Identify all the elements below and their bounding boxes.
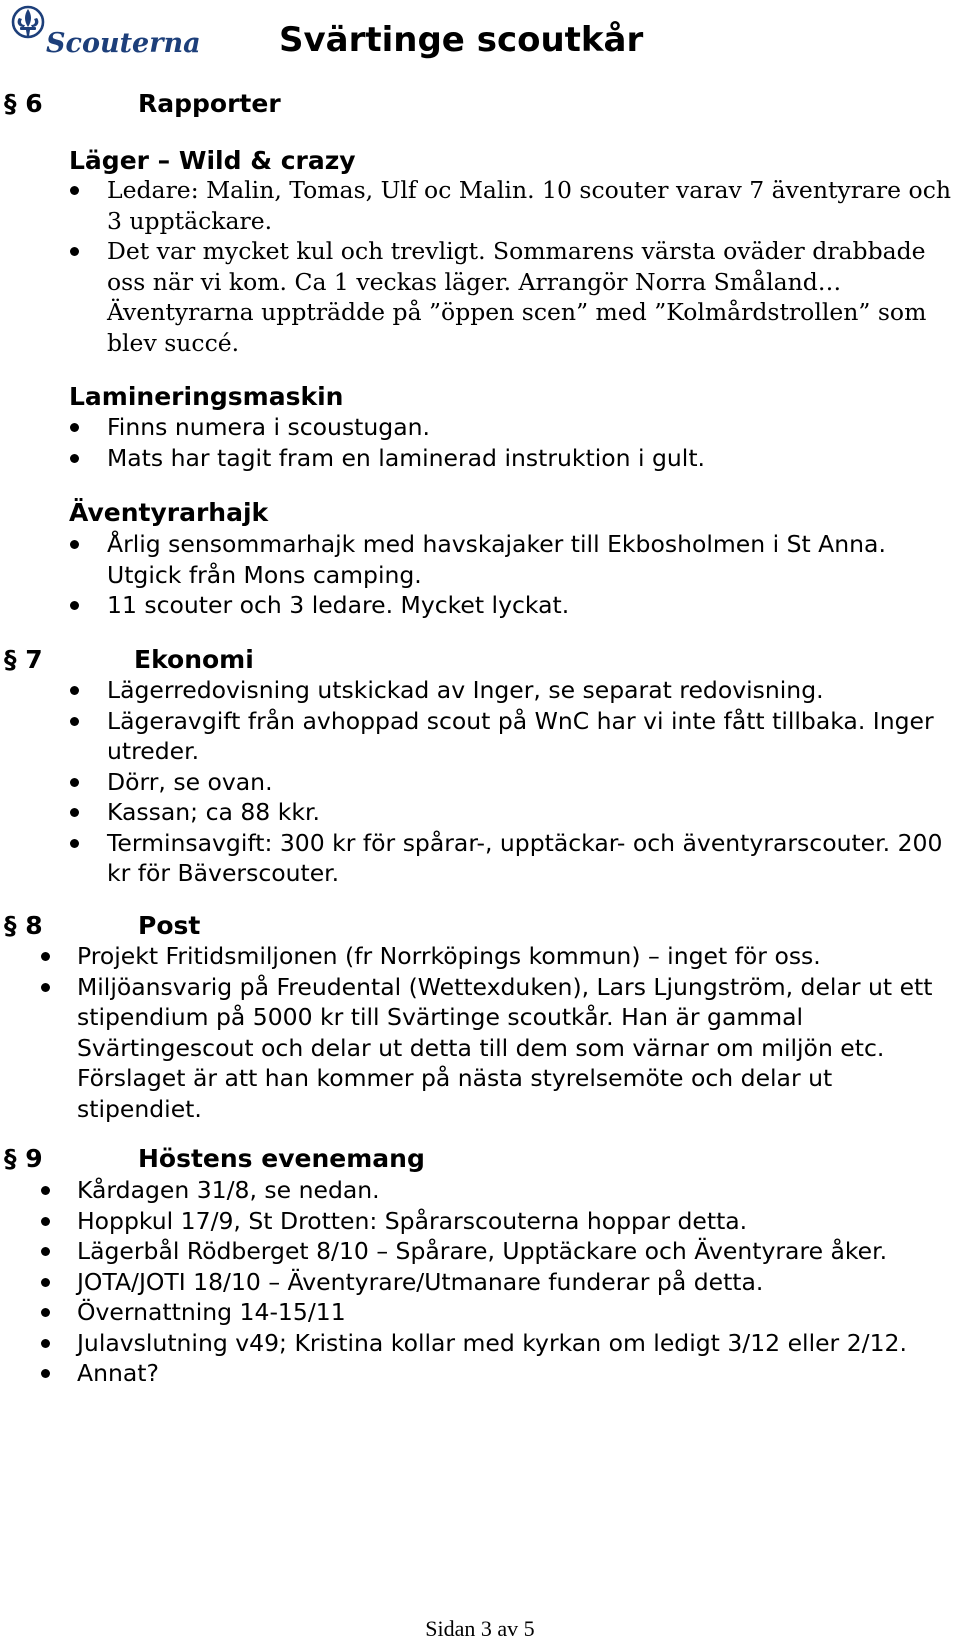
- list-item: Annat?: [77, 1358, 957, 1389]
- section-number: § 7: [4, 645, 43, 674]
- list-item: Övernattning 14-15/11: [77, 1297, 957, 1328]
- list-item: Finns numera i scoustugan.: [107, 412, 957, 443]
- section-number: § 9: [4, 1144, 43, 1173]
- section-title: Ekonomi: [134, 645, 254, 674]
- list-item: Mats har tagit fram en laminerad instruktion i gult.: [107, 443, 957, 474]
- bullet-list: [77, 941, 957, 1124]
- list-item: Kårdagen 31/8, se nedan.: [77, 1175, 957, 1206]
- list-item: Lägeravgift från avhoppad scout på WnC har vi inte fått tillbaka. Inger utreder.: [107, 706, 957, 767]
- scouterna-logo: [8, 4, 201, 62]
- list-item: Terminsavgift: 300 kr för spårar-, upptäckar- och äventyrarscouter. 200 kr för Bäverscouter.: [107, 828, 957, 889]
- list-item: Det var mycket kul och trevligt. Sommarens värsta oväder drabbade oss när vi kom. Ca 1 veckas läger. Arrangör Norra Småland… Äventyrarna uppträdde på ”öppen scen” med ”Kolmårdstrollen” som blev succé.: [107, 236, 957, 358]
- list-item: Miljöansvarig på Freudental (Wettexduken), Lars Ljungström, delar ut ett stipendium på 5000 kr till Svärtinge scoutkår. Han är gammal Svärtingescout och delar ut detta till dem som värnar om miljön etc. Förslaget är att han kommer på nästa styrelsemöte och delar ut stipendiet.: [77, 972, 957, 1125]
- section-number: § 6: [4, 89, 43, 118]
- bullet-list: [107, 412, 957, 473]
- bullet-list: [107, 175, 957, 358]
- section-title: Höstens evenemang: [138, 1144, 425, 1173]
- section-title: Rapporter: [138, 89, 281, 118]
- organization-title: Svärtinge scoutkår: [279, 20, 644, 60]
- list-item: Dörr, se ovan.: [107, 767, 957, 798]
- logo-wordmark: Scouterna: [46, 28, 201, 59]
- subsection-title: Lamineringsmaskin: [69, 382, 344, 411]
- subsection-title: Läger – Wild & crazy: [69, 146, 356, 175]
- section-title: Post: [138, 911, 201, 940]
- bullet-list: [107, 529, 957, 621]
- list-item: Ledare: Malin, Tomas, Ulf oc Malin. 10 scouter varav 7 äventyrare och 3 upptäckare.: [107, 175, 957, 236]
- list-item: Hoppkul 17/9, St Drotten: Spårarscouterna hoppar detta.: [77, 1206, 957, 1237]
- page-number: Sidan 3 av 5: [425, 1616, 535, 1641]
- list-item: Projekt Fritidsmiljonen (fr Norrköpings kommun) – inget för oss.: [77, 941, 957, 972]
- section-number: § 8: [4, 911, 43, 940]
- bullet-list: [107, 675, 957, 889]
- subsection-title: Äventyrarhajk: [69, 498, 269, 527]
- list-item: Kassan; ca 88 kkr.: [107, 797, 957, 828]
- fleur-de-lis-icon: [10, 4, 46, 46]
- list-item: Julavslutning v49; Kristina kollar med kyrkan om ledigt 3/12 eller 2/12.: [77, 1328, 957, 1359]
- list-item: Lägerbål Rödberget 8/10 – Spårare, Upptäckare och Äventyrare åker.: [77, 1236, 957, 1267]
- list-item: Årlig sensommarhajk med havskajaker till Ekbosholmen i St Anna. Utgick från Mons camping.: [107, 529, 957, 590]
- list-item: Lägerredovisning utskickad av Inger, se separat redovisning.: [107, 675, 957, 706]
- bullet-list: [77, 1175, 957, 1389]
- list-item: JOTA/JOTI 18/10 – Äventyrare/Utmanare funderar på detta.: [77, 1267, 957, 1298]
- list-item: 11 scouter och 3 ledare. Mycket lyckat.: [107, 590, 957, 621]
